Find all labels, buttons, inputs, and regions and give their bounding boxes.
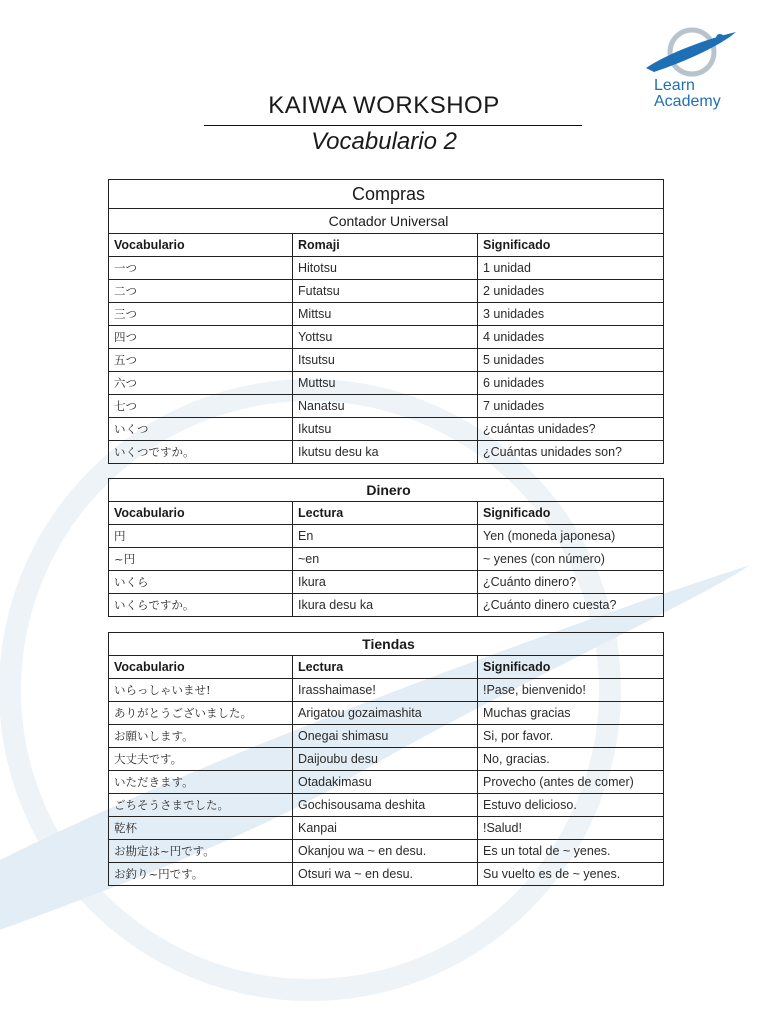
- vocab-cell: 六つ: [109, 372, 293, 395]
- vocab-cell: いくら: [109, 571, 293, 594]
- orbit-icon: [640, 24, 740, 84]
- reading-cell: Ikutsu desu ka: [293, 441, 478, 464]
- vocab-cell: 四つ: [109, 326, 293, 349]
- table-row: [109, 280, 664, 303]
- tiendas-body: [109, 679, 664, 886]
- dinero-body: [109, 525, 664, 617]
- column-header: Vocabulario: [109, 502, 293, 525]
- reading-cell: Hitotsu: [293, 257, 478, 280]
- table-row: [109, 525, 664, 548]
- reading-cell: Ikutsu: [293, 418, 478, 441]
- meaning-cell: ¿Cuánto dinero?: [478, 571, 664, 594]
- vocab-cell: 大丈夫です。: [109, 748, 293, 771]
- reading-cell: Daijoubu desu: [293, 748, 478, 771]
- reading-cell: Otadakimasu: [293, 771, 478, 794]
- meaning-cell: No, gracias.: [478, 748, 664, 771]
- vocab-cell: いくらですか。: [109, 594, 293, 617]
- column-header: Significado: [478, 656, 664, 679]
- reading-cell: Futatsu: [293, 280, 478, 303]
- tiendas-table: [108, 632, 664, 886]
- vocab-cell: お釣り~円です。: [109, 863, 293, 886]
- reading-cell: Ikura: [293, 571, 478, 594]
- meaning-cell: Estuvo delicioso.: [478, 794, 664, 817]
- page-subtitle: Vocabulario 2: [311, 128, 457, 155]
- table-row: [109, 794, 664, 817]
- vocab-cell: 一つ: [109, 257, 293, 280]
- meaning-cell: 6 unidades: [478, 372, 664, 395]
- reading-cell: Kanpai: [293, 817, 478, 840]
- table-row: [109, 395, 664, 418]
- dinero-title: Dinero: [109, 479, 664, 502]
- column-header: Vocabulario: [109, 234, 293, 257]
- tiendas-header-row: [109, 656, 664, 679]
- meaning-cell: Es un total de ~ yenes.: [478, 840, 664, 863]
- reading-cell: Yottsu: [293, 326, 478, 349]
- table-row: [109, 441, 664, 464]
- meaning-cell: 1 unidad: [478, 257, 664, 280]
- reading-cell: Onegai shimasu: [293, 725, 478, 748]
- reading-cell: Otsuri wa ~ en desu.: [293, 863, 478, 886]
- compras-table: [108, 179, 664, 464]
- dinero-table: [108, 478, 664, 617]
- table-row: [109, 748, 664, 771]
- logo-line-2: Academy: [654, 93, 721, 110]
- table-row: [109, 303, 664, 326]
- compras-body: [109, 257, 664, 464]
- tiendas-title: Tiendas: [109, 633, 664, 656]
- column-header: Lectura: [293, 656, 478, 679]
- reading-cell: Nanatsu: [293, 395, 478, 418]
- dinero-header-row: [109, 502, 664, 525]
- vocab-cell: いらっしゃいませ!: [109, 679, 293, 702]
- table-row: [109, 548, 664, 571]
- logo-line-1: Learn: [654, 77, 695, 94]
- meaning-cell: Yen (moneda japonesa): [478, 525, 664, 548]
- column-header: Significado: [478, 234, 664, 257]
- vocab-cell: 二つ: [109, 280, 293, 303]
- vocab-cell: いただきます。: [109, 771, 293, 794]
- reading-cell: En: [293, 525, 478, 548]
- table-row: [109, 840, 664, 863]
- meaning-cell: !Pase, bienvenido!: [478, 679, 664, 702]
- reading-cell: Gochisousama deshita: [293, 794, 478, 817]
- reading-cell: Arigatou gozaimashita: [293, 702, 478, 725]
- meaning-cell: ~ yenes (con número): [478, 548, 664, 571]
- table-row: [109, 863, 664, 886]
- title-divider: [204, 125, 582, 126]
- compras-subtitle: Contador Universal: [109, 209, 664, 234]
- meaning-cell: 2 unidades: [478, 280, 664, 303]
- table-row: [109, 725, 664, 748]
- meaning-cell: ¿Cuántas unidades son?: [478, 441, 664, 464]
- vocab-cell: ~円: [109, 548, 293, 571]
- meaning-cell: Muchas gracias: [478, 702, 664, 725]
- meaning-cell: Provecho (antes de comer): [478, 771, 664, 794]
- meaning-cell: !Salud!: [478, 817, 664, 840]
- reading-cell: Okanjou wa ~ en desu.: [293, 840, 478, 863]
- column-header: Significado: [478, 502, 664, 525]
- vocab-cell: 三つ: [109, 303, 293, 326]
- page-title: KAIWA WORKSHOP: [268, 92, 500, 119]
- meaning-cell: 5 unidades: [478, 349, 664, 372]
- meaning-cell: ¿Cuánto dinero cuesta?: [478, 594, 664, 617]
- table-row: [109, 326, 664, 349]
- vocab-cell: いくつですか。: [109, 441, 293, 464]
- table-row: [109, 257, 664, 280]
- vocab-cell: ごちそうさまでした。: [109, 794, 293, 817]
- vocab-cell: 乾杯: [109, 817, 293, 840]
- table-row: [109, 349, 664, 372]
- meaning-cell: ¿cuántas unidades?: [478, 418, 664, 441]
- reading-cell: ~en: [293, 548, 478, 571]
- vocab-cell: お願いします。: [109, 725, 293, 748]
- meaning-cell: Su vuelto es de ~ yenes.: [478, 863, 664, 886]
- vocab-cell: 七つ: [109, 395, 293, 418]
- column-header: Vocabulario: [109, 656, 293, 679]
- meaning-cell: 4 unidades: [478, 326, 664, 349]
- reading-cell: Irasshaimase!: [293, 679, 478, 702]
- reading-cell: Itsutsu: [293, 349, 478, 372]
- vocab-cell: ありがとうございました。: [109, 702, 293, 725]
- compras-header-row: [109, 234, 664, 257]
- table-row: [109, 702, 664, 725]
- table-row: [109, 679, 664, 702]
- vocab-cell: いくつ: [109, 418, 293, 441]
- table-row: [109, 594, 664, 617]
- table-row: [109, 771, 664, 794]
- meaning-cell: 7 unidades: [478, 395, 664, 418]
- table-row: [109, 817, 664, 840]
- compras-title: Compras: [109, 180, 664, 209]
- reading-cell: Muttsu: [293, 372, 478, 395]
- column-header: Lectura: [293, 502, 478, 525]
- column-header: Romaji: [293, 234, 478, 257]
- vocab-cell: 五つ: [109, 349, 293, 372]
- meaning-cell: Si, por favor.: [478, 725, 664, 748]
- vocab-cell: お勘定は~円です。: [109, 840, 293, 863]
- table-row: [109, 418, 664, 441]
- meaning-cell: 3 unidades: [478, 303, 664, 326]
- vocab-cell: 円: [109, 525, 293, 548]
- reading-cell: Ikura desu ka: [293, 594, 478, 617]
- table-row: [109, 372, 664, 395]
- table-row: [109, 571, 664, 594]
- reading-cell: Mittsu: [293, 303, 478, 326]
